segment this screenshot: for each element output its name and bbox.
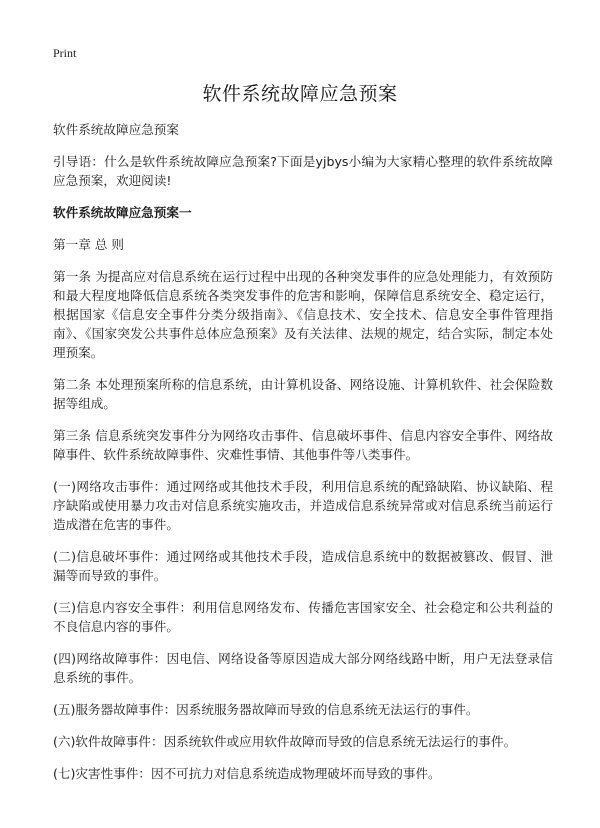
event-type-2-paragraph: (二)信息破坏事件：通过网络或其他技术手段，造成信息系统中的数据被篡改、假冒、泄漏等而导致的事件。 bbox=[53, 549, 553, 583]
event-type-1-paragraph: (一)网络攻击事件：通过网络或其他技术手段，利用信息系统的配臵缺陷、协议缺陷、程序缺陷或使用暴力攻击对信息系统实施攻击，并造成信息系统异常或对信息系统当前运行造成潜在危害的事件。 bbox=[53, 479, 553, 532]
article-3-paragraph: 第三条 信息系统突发事件分为网络攻击事件、信息破坏事件、信息内容安全事件、网络故障事件、软件系统故障事件、灾难性事情、其他事件等八类事件。 bbox=[53, 428, 553, 462]
event-type-5-paragraph: (五)服务器故障事件：因系统服务器故障而导致的信息系统无法运行的事件。 bbox=[53, 702, 479, 717]
event-type-7-paragraph: (七)灾害性事件：因不可抗力对信息系统造成物理破坏而导致的事件。 bbox=[53, 766, 441, 781]
document-title: 软件系统故障应急预案 bbox=[202, 83, 398, 105]
event-type-4-paragraph: (四)网络故障事件：因电信、网络设备等原因造成大部分网络线路中断，用户无法登录信息系统的事件。 bbox=[53, 651, 553, 685]
intro-paragraph: 引导语：什么是软件系统故障应急预案?下面是yjbys小编为大家精心整理的软件系统故障应急预案，欢迎阅读! bbox=[53, 154, 553, 188]
subtitle-paragraph: 软件系统故障应急预案 bbox=[53, 122, 179, 137]
article-2-paragraph: 第二条 本处理预案所称的信息系统，由计算机设备、网络设施、计算机软件、社会保险数据等组成。 bbox=[53, 377, 553, 411]
document-body bbox=[53, 120, 553, 796]
section-heading: 软件系统故障应急预案一 bbox=[53, 205, 192, 220]
article-1-paragraph: 第一条 为提高应对信息系统在运行过程中出现的各种突发事件的应急处理能力，有效预防和最大程度地降低信息系统各类突发事件的危害和影响，保障信息系统安全、稳定运行，根据国家《信息安全事件分类分级指南》、《信息技术、安全技术、信息安全事件管理指南》、《国家突发公共事件总体应急预案》及有关法律、法规的规定，结合实际，制定本处理预案。 bbox=[53, 269, 553, 360]
event-type-3-paragraph: (三)信息内容安全事件：利用信息网络发布、传播危害国家安全、社会稳定和公共利益的不良信息内容的事件。 bbox=[53, 600, 553, 634]
chapter-heading: 第一章 总 则 bbox=[53, 237, 124, 252]
print-link[interactable]: Print bbox=[53, 46, 77, 60]
event-type-6-paragraph: (六)软件故障事件：因系统软件或应用软件故障而导致的信息系统无法运行的事件。 bbox=[53, 734, 517, 749]
